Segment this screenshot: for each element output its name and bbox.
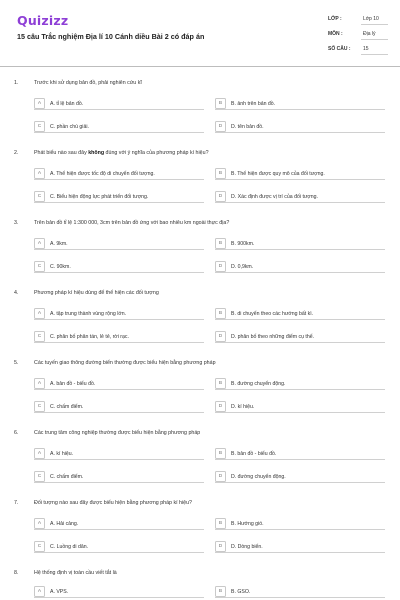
option-text: A. tập trung thành vùng rộng lớn.: [50, 311, 127, 317]
meta-underline: [361, 24, 388, 25]
option-text: B. di chuyển theo các hướng bất kì.: [231, 311, 314, 317]
option-letter-badge: C: [34, 331, 45, 342]
question-text: Phương pháp kí hiệu dùng để thể hiện các đối tượng: [34, 290, 159, 296]
question-text: Các tuyến giao thông đường biển thường được biểu hiện bằng phương pháp: [34, 360, 216, 366]
question-text: Trên bản đồ tỉ lệ 1:300 000, 3cm trên bản đồ ứng với bao nhiêu km ngoài thực địa?: [34, 220, 230, 226]
option-letter-badge: D: [215, 471, 226, 482]
option-letter-badge: D: [215, 261, 226, 272]
option-letter-badge: A: [34, 448, 45, 459]
option-a[interactable]: [34, 308, 204, 320]
quizizz-logo: Quizizz: [17, 13, 69, 28]
option-letter-badge: A: [34, 518, 45, 529]
meta-subject: [328, 31, 388, 44]
question-number: 1.: [14, 80, 19, 86]
option-a[interactable]: [34, 448, 204, 460]
question-number: 2.: [14, 150, 19, 156]
option-letter-badge: D: [215, 331, 226, 342]
option-text: D. Xác định được vị trí của đối tượng.: [231, 194, 318, 200]
option-b[interactable]: [215, 308, 385, 320]
option-letter-badge: C: [34, 261, 45, 272]
option-b[interactable]: [215, 98, 385, 110]
option-letter-badge: C: [34, 121, 45, 132]
question-number: 3.: [14, 220, 19, 226]
option-d[interactable]: [215, 331, 385, 343]
option-text: B. đường chuyển động.: [231, 381, 286, 387]
option-c[interactable]: [34, 261, 204, 273]
question-number: 5.: [14, 360, 19, 366]
meta-class: [328, 16, 388, 29]
option-text: C. Luồng di dân.: [50, 544, 89, 550]
option-a[interactable]: [34, 238, 204, 250]
option-text: C. phân bố phân tán, lẻ tẻ, rời rạc.: [50, 334, 129, 340]
option-letter-badge: C: [34, 541, 45, 552]
option-letter-badge: A: [34, 238, 45, 249]
meta-subject-label: MÔN :: [328, 31, 343, 37]
option-letter-badge: C: [34, 401, 45, 412]
option-c[interactable]: [34, 331, 204, 343]
option-letter-badge: D: [215, 541, 226, 552]
option-letter-badge: D: [215, 191, 226, 202]
option-b[interactable]: [215, 586, 385, 598]
option-text: A. 9km.: [50, 241, 68, 247]
option-letter-badge: C: [34, 471, 45, 482]
option-letter-badge: A: [34, 586, 45, 597]
option-text: D. kí hiệu.: [231, 404, 255, 410]
option-letter-badge: B: [215, 378, 226, 389]
option-letter-badge: A: [34, 98, 45, 109]
question-text: Hệ thống định vị toàn cầu viết tắt là: [34, 570, 117, 576]
page-header: [0, 0, 400, 66]
option-text: C. Biểu hiện động lực phát triển đối tượng.: [50, 194, 149, 200]
option-text: C. chấm điểm.: [50, 404, 84, 410]
option-a[interactable]: [34, 168, 204, 180]
option-text: A. tỉ lệ bản đồ.: [50, 101, 84, 107]
question-number: 7.: [14, 500, 19, 506]
question-number: 6.: [14, 430, 19, 436]
header-divider: [0, 66, 400, 67]
option-text: D. đường chuyển động.: [231, 474, 286, 480]
option-text: B. GSO.: [231, 589, 251, 595]
question-number: 8.: [14, 570, 19, 576]
option-letter-badge: B: [215, 586, 226, 597]
option-letter-badge: B: [215, 448, 226, 459]
option-b[interactable]: [215, 518, 385, 530]
option-d[interactable]: [215, 471, 385, 483]
option-letter-badge: D: [215, 401, 226, 412]
question-text: Các trung tâm công nghiệp thường được biểu hiện bằng phương pháp: [34, 430, 201, 436]
option-text: B. ảnh trên bản đồ.: [231, 101, 276, 107]
option-b[interactable]: [215, 448, 385, 460]
question-text: Trước khi sử dụng bản đồ, phải nghiên cứu kĩ: [34, 80, 142, 86]
option-a[interactable]: [34, 586, 204, 598]
option-text: A. Hải cảng.: [50, 521, 79, 527]
option-b[interactable]: [215, 168, 385, 180]
option-text: B. 900km.: [231, 241, 255, 247]
option-d[interactable]: [215, 401, 385, 413]
option-letter-badge: B: [215, 238, 226, 249]
option-text: B. Thể hiện được quy mô của đối tượng.: [231, 171, 325, 177]
option-text: B. Hướng gió.: [231, 521, 264, 527]
option-text: C. phần chú giải.: [50, 124, 89, 130]
option-text: D. Dòng biển.: [231, 544, 263, 550]
meta-count-label: SỐ CÂU :: [328, 46, 351, 52]
option-letter-badge: D: [215, 121, 226, 132]
option-d[interactable]: [215, 191, 385, 203]
option-text: D. phân bố theo những điểm cụ thể.: [231, 334, 315, 340]
option-d[interactable]: [215, 261, 385, 273]
option-letter-badge: A: [34, 308, 45, 319]
meta-class-label: LỚP :: [328, 16, 342, 22]
document-title: 15 câu Trắc nghiệm Địa lí 10 Cánh diều Bài 2 có đáp án: [17, 32, 205, 41]
option-letter-badge: B: [215, 308, 226, 319]
meta-class-value: Lớp 10: [363, 16, 379, 22]
meta-question-count: [328, 46, 388, 59]
question-emphasis: không: [88, 150, 105, 156]
option-text: A. Thể hiện được tốc độ di chuyển đối tượng.: [50, 171, 155, 177]
question-text: Đối tượng nào sau đây được biểu hiện bằng phương pháp kí hiệu?: [34, 500, 193, 506]
option-letter-badge: A: [34, 168, 45, 179]
meta-underline: [361, 54, 388, 55]
option-text: A. VPS.: [50, 589, 69, 595]
option-a[interactable]: [34, 518, 204, 530]
option-letter-badge: B: [215, 98, 226, 109]
option-letter-badge: A: [34, 378, 45, 389]
option-letter-badge: B: [215, 518, 226, 529]
option-b[interactable]: [215, 238, 385, 250]
option-text: D. 0,9km.: [231, 264, 254, 270]
option-a[interactable]: [34, 98, 204, 110]
option-d[interactable]: [215, 541, 385, 553]
meta-subject-value: Địa lý: [363, 31, 376, 37]
meta-count-value: 15: [363, 46, 369, 52]
option-c[interactable]: [34, 401, 204, 413]
option-b[interactable]: [215, 378, 385, 390]
option-text: A. bản đồ - biểu đồ.: [50, 381, 96, 387]
option-letter-badge: C: [34, 191, 45, 202]
option-text: D. tên bản đồ.: [231, 124, 264, 130]
option-text: A. kí hiệu.: [50, 451, 74, 457]
option-d[interactable]: [215, 121, 385, 133]
option-c[interactable]: [34, 191, 204, 203]
option-text: C. 90km.: [50, 264, 71, 270]
meta-underline: [361, 39, 388, 40]
question-text: Phát biểu nào sau đây không đúng với ý nghĩa của phương pháp kí hiệu?: [34, 150, 209, 156]
option-c[interactable]: [34, 121, 204, 133]
question-number: 4.: [14, 290, 19, 296]
option-c[interactable]: [34, 541, 204, 553]
option-letter-badge: B: [215, 168, 226, 179]
option-c[interactable]: [34, 471, 204, 483]
option-a[interactable]: [34, 378, 204, 390]
option-text: B. bản đồ - biểu đồ.: [231, 451, 277, 457]
option-text: C. chấm điểm.: [50, 474, 84, 480]
